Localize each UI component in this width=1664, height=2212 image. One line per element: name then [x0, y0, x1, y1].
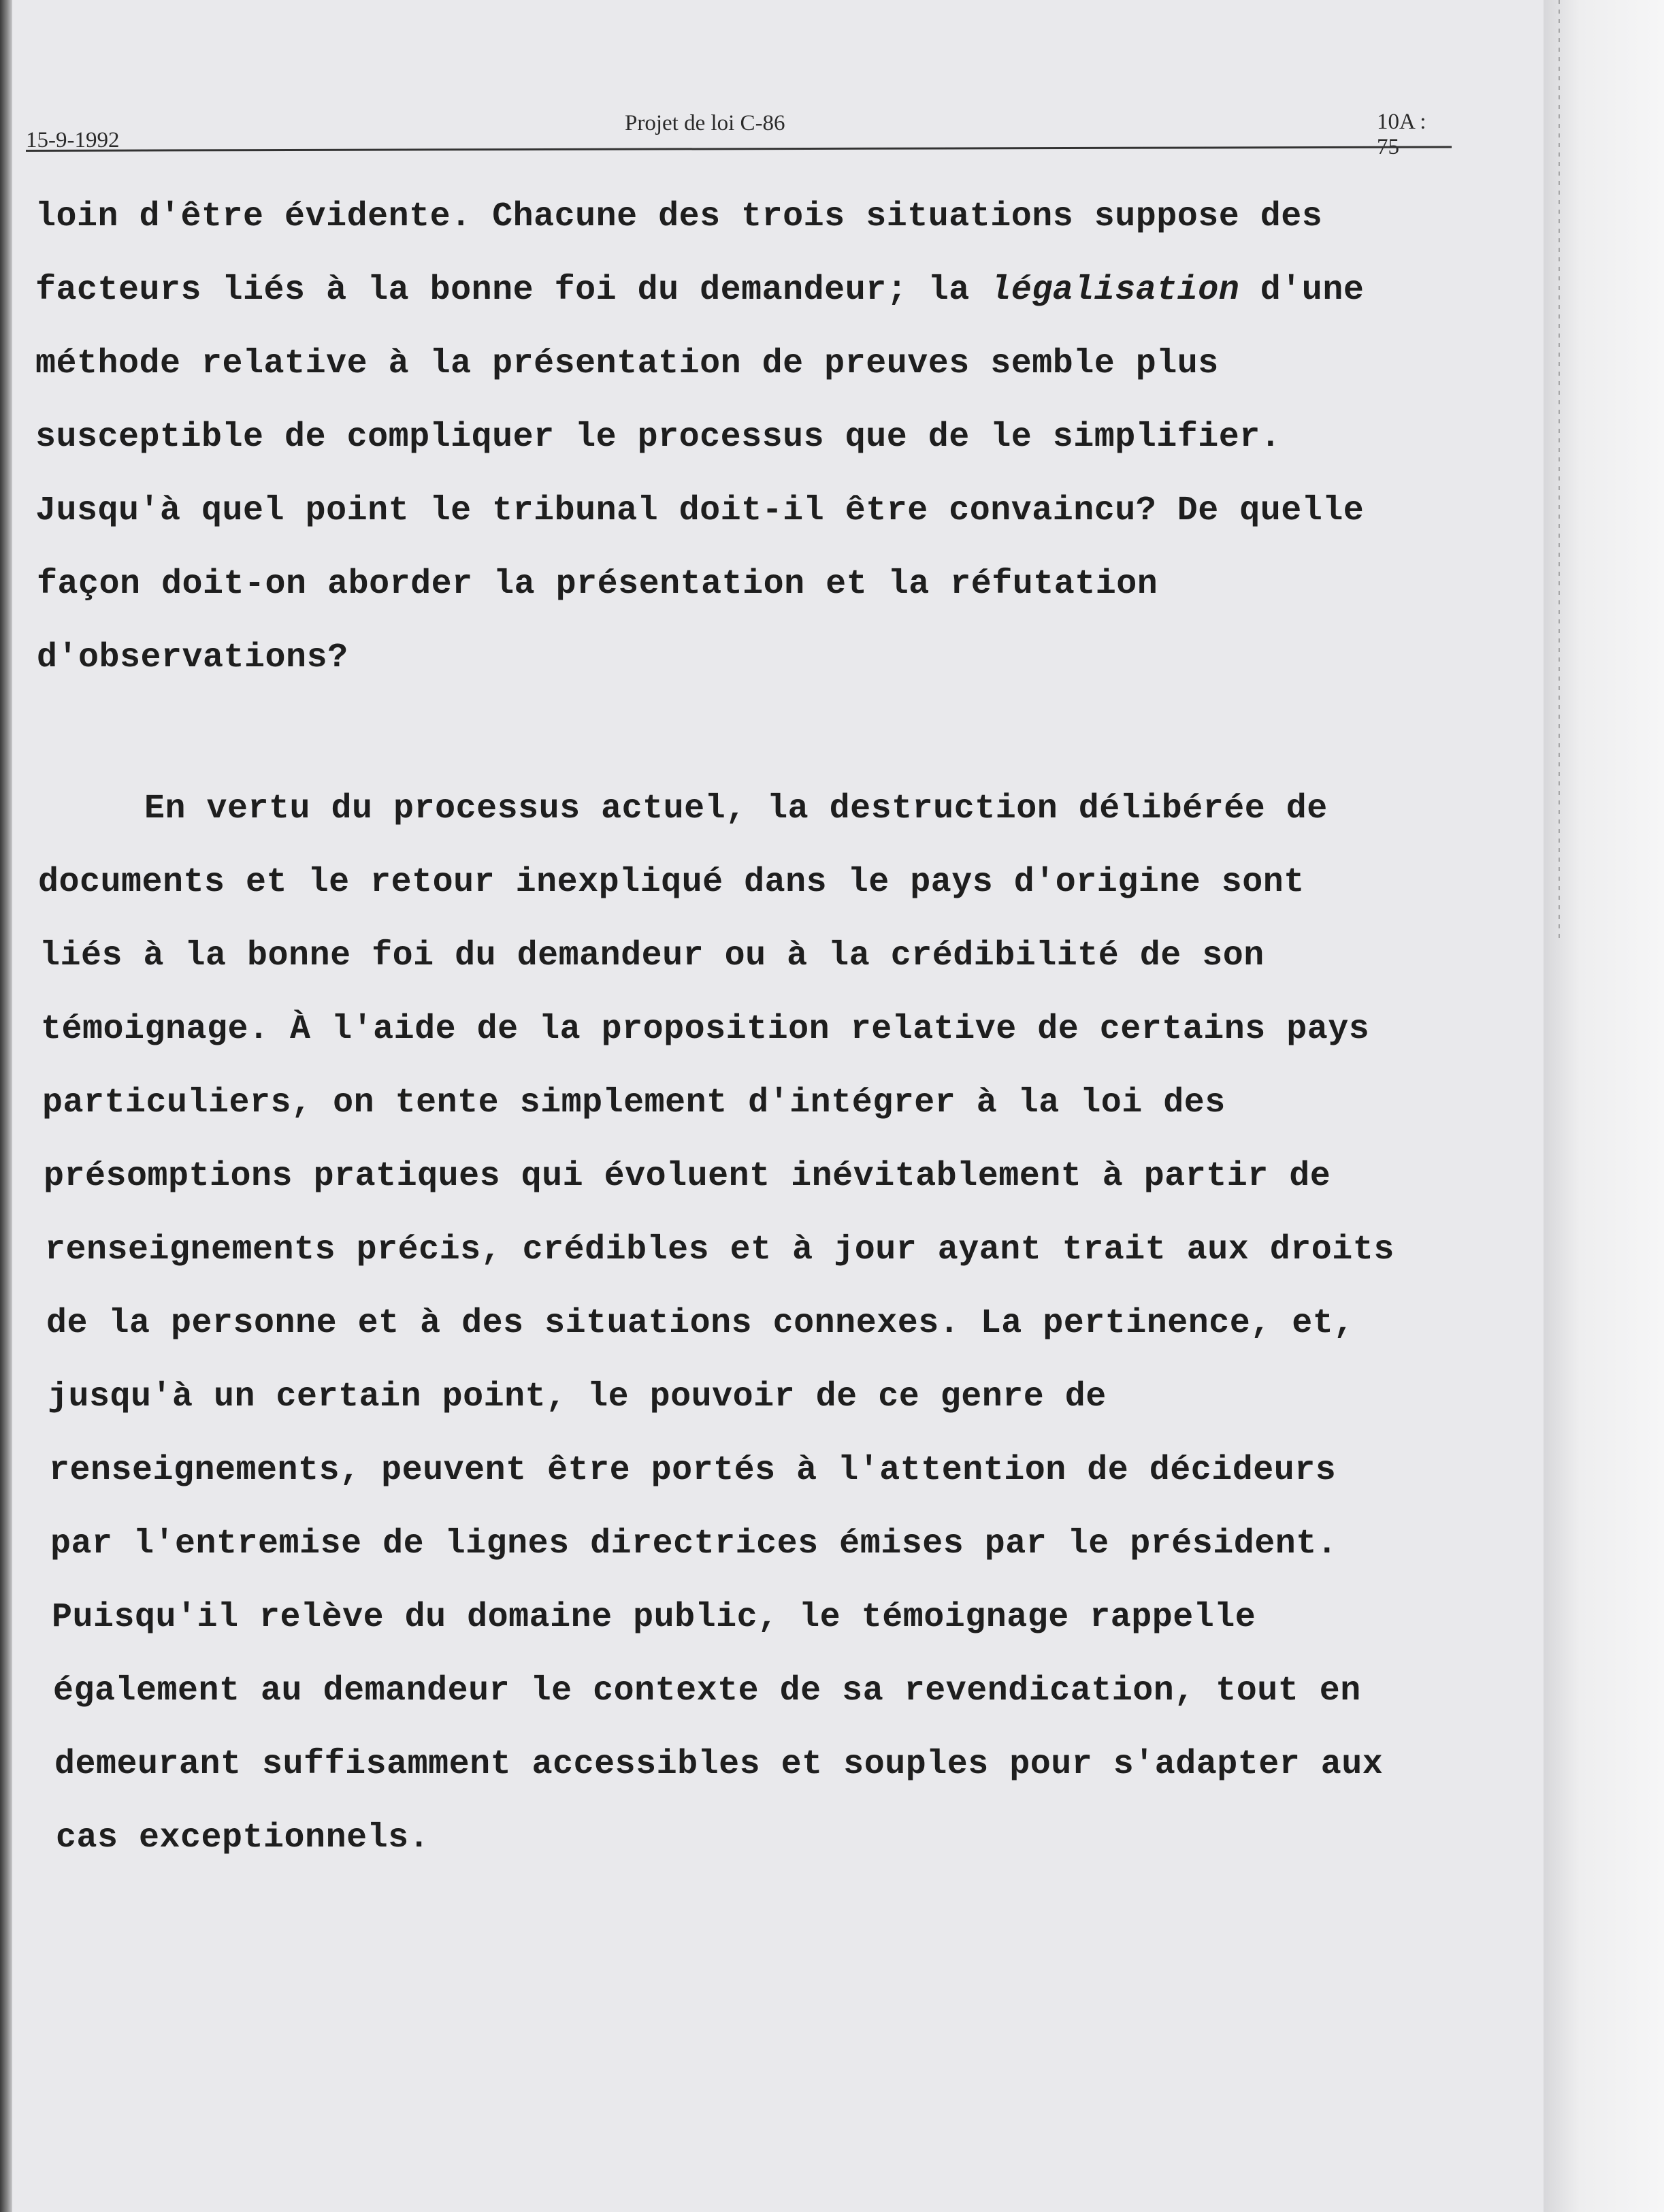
- text-line: témoignage. À l'aide de la proposition relative de certains pays: [41, 1010, 1370, 1049]
- text-line: présomptions pratiques qui évoluent inévitablement à partir de: [44, 1157, 1331, 1196]
- text-line: susceptible de compliquer le processus que de le simplifier.: [35, 418, 1282, 457]
- header-page-number: 10A : 75: [1377, 110, 1426, 159]
- text-line: Jusqu'à quel point le tribunal doit-il être convaincu? De quelle: [35, 491, 1365, 530]
- text-line: méthode relative à la présentation de preuves semble plus: [35, 344, 1219, 383]
- text-line: loin d'être évidente. Chacune des trois situations suppose des: [35, 197, 1323, 236]
- text-line: particuliers, on tente simplement d'intégrer à la loi des: [42, 1084, 1226, 1122]
- text-line: facteurs liés à la bonne foi du demandeur; la légalisation d'une: [35, 271, 1365, 310]
- text-line: par l'entremise de lignes directrices émises par le président.: [50, 1525, 1338, 1563]
- text-line: liés à la bonne foi du demandeur ou à la crédibilité de son: [39, 937, 1265, 975]
- page-right-edge: [1544, 0, 1664, 2212]
- page-binding-shadow: [0, 0, 12, 2212]
- text-line: façon doit-on aborder la présentation et la réfutation: [37, 565, 1158, 604]
- text-line: cas exceptionnels.: [56, 1819, 430, 1857]
- text-line: renseignements précis, crédibles et à jour ayant trait aux droits: [45, 1231, 1394, 1269]
- text-line: également au demandeur le contexte de sa revendication, tout en: [53, 1672, 1361, 1710]
- page-edge-perforation: [1559, 0, 1560, 939]
- text-line: renseignements, peuvent être portés à l'attention de décideurs: [49, 1451, 1337, 1490]
- text-line: de la personne et à des situations connexes. La pertinence, et,: [46, 1304, 1354, 1343]
- header-title: Projet de loi C-86: [625, 111, 785, 135]
- emphasized-term: légalisation: [990, 271, 1240, 310]
- header-date: 15-9-1992: [26, 128, 120, 152]
- text-line: En vertu du processus actuel, la destruction délibérée de: [144, 790, 1328, 828]
- text-line: d'observations?: [37, 638, 348, 677]
- text-line: jusqu'à un certain point, le pouvoir de ce genre de: [48, 1378, 1107, 1416]
- text-line: demeurant suffisamment accessibles et souples pour s'adapter aux: [54, 1745, 1384, 1784]
- text-line: documents et le retour inexpliqué dans le pays d'origine sont: [38, 863, 1305, 902]
- text-line: Puisqu'il relève du domaine public, le témoignage rappelle: [52, 1598, 1256, 1637]
